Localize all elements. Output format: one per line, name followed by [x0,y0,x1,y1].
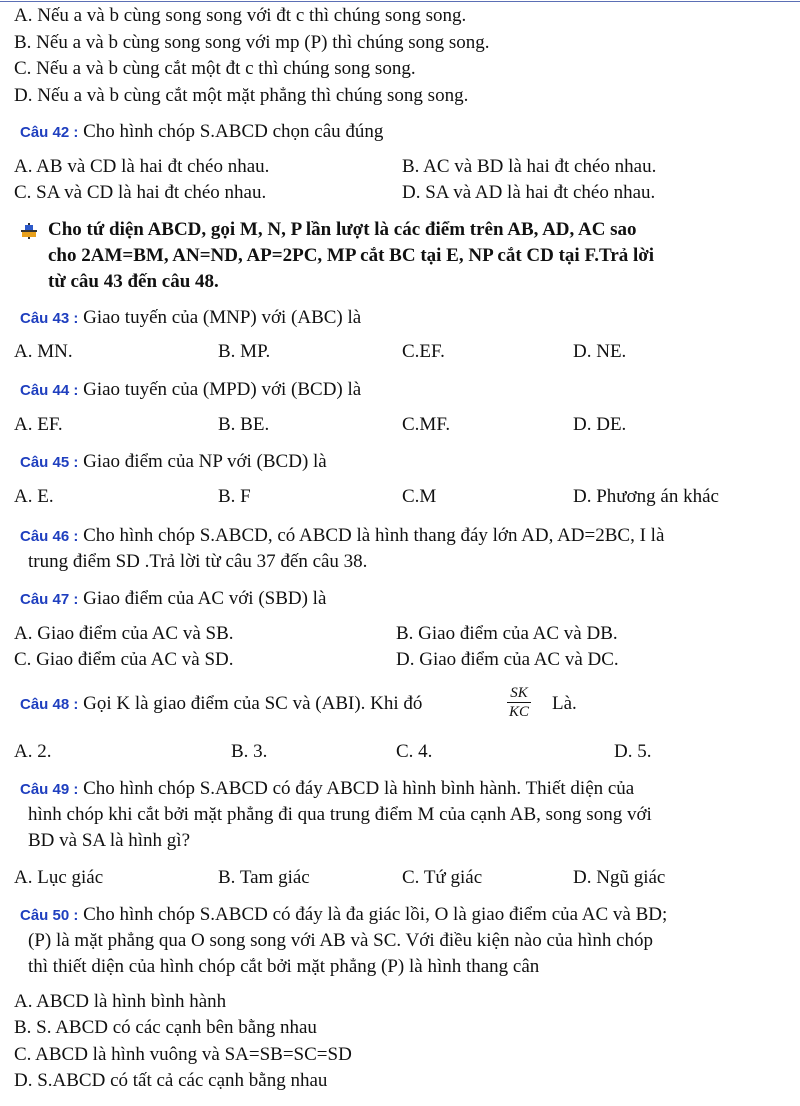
question-text: Cho hình chóp S.ABCD, có ABCD là hình thang đáy lớn AD, AD=2BC, I là [78,525,665,546]
q48-option-a: A. 2. [14,741,52,762]
q44-option-a: A. EF. [14,414,63,435]
q50-option-a: A. ABCD là hình bình hành [14,991,227,1012]
question-text: Giao điểm của NP với (BCD) là [78,451,327,472]
q45-option-b: B. F [218,486,251,507]
question-text: Cho hình chóp S.ABCD chọn câu đúng [78,121,384,142]
pin-bullet-icon [20,222,38,240]
q46-question-line-2: trung điểm SD .Trả lời từ câu 37 đến câu 38. [28,551,368,572]
q43-option-a: A. MN. [14,341,73,362]
q47-option-b: B. Giao điểm của AC và DB. [396,623,618,644]
q49-option-d: D. Ngũ giác [573,867,666,888]
question-label: Câu 48 : [20,696,79,713]
fraction-numerator: SK [507,684,531,703]
q47-question [20,587,326,612]
question-text: Cho hình chóp S.ABCD có đáy ABCD là hình bình hành. Thiết diện của [78,778,635,799]
q47-option-a: A. Giao điểm của AC và SB. [14,623,234,644]
intro-line-1: Cho tứ diện ABCD, gọi M, N, P lần lượt là các điểm trên AB, AD, AC sao [48,219,637,240]
q49-option-c: C. Tứ giác [402,867,483,888]
q44-option-c: C.MF. [402,414,451,435]
q44-question [20,378,361,403]
question-text: Giao tuyến của (MNP) với (ABC) là [78,307,362,328]
q42-option-a: A. AB và CD là hai đt chéo nhau. [14,156,270,177]
q50-question-line-2: (P) là mặt phẳng qua O song song với AB và SC. Với điều kiện nào của hình chóp [28,930,654,951]
question-text: Giao tuyến của (MPD) với (BCD) là [78,379,362,400]
q48-question [20,692,422,717]
fraction-denominator: KC [509,704,530,720]
q50-option-d: D. S.ABCD có tất cả các cạnh bằng nhau [14,1070,328,1091]
q43-option-d: D. NE. [573,341,627,362]
q47-option-c: C. Giao điểm của AC và SD. [14,649,234,670]
question-label: Câu 49 : [20,781,79,798]
intro-line-2: cho 2AM=BM, AN=ND, AP=2PC, MP cắt BC tại E, NP cắt CD tại F.Trả lời [48,245,655,266]
question-label: Câu 47 : [20,591,79,608]
q48-option-c: C. 4. [396,741,433,762]
q45-option-a: A. E. [14,486,54,507]
q43-option-c: C.EF. [402,341,445,362]
q41-option-a: A. Nếu a và b cùng song song với đt c thì chúng song song. [14,5,467,26]
q42-option-d: D. SA và AD là hai đt chéo nhau. [402,182,656,203]
q46-question-line-1 [20,524,664,549]
q48-option-b: B. 3. [231,741,268,762]
q41-option-c: C. Nếu a và b cùng cắt một đt c thì chúng song song. [14,58,416,79]
q49-option-b: B. Tam giác [218,867,310,888]
q49-question-line-3: BD và SA là hình gì? [28,830,191,851]
question-label: Câu 50 : [20,907,79,924]
q47-option-d: D. Giao điểm của AC và DC. [396,649,619,670]
q44-option-b: B. BE. [218,414,270,435]
q50-question-line-3: thì thiết diện của hình chóp cắt bởi mặt phẳng (P) là hình thang cân [28,956,540,977]
q41-option-d: D. Nếu a và b cùng cắt một mặt phẳng thì chúng song song. [14,85,469,106]
fraction-sk-kc [507,684,531,721]
q49-question-line-2: hình chóp khi cắt bởi mặt phẳng đi qua trung điểm M của cạnh AB, song song với [28,804,652,825]
top-border-line [0,1,800,2]
question-label: Câu 42 : [20,124,79,141]
intro-line-3: từ câu 43 đến câu 48. [48,271,219,292]
q45-question [20,450,327,475]
q49-question-line-1 [20,777,634,802]
q43-question [20,306,361,331]
q50-question-line-1 [20,903,667,928]
question-text: Giao điểm của AC với (SBD) là [78,588,327,609]
q42-question [20,120,383,145]
question-label: Câu 44 : [20,382,79,399]
question-label: Câu 46 : [20,528,79,545]
q42-option-b: B. AC và BD là hai đt chéo nhau. [402,156,657,177]
q48-after-text: Là. [552,693,577,714]
question-text: Cho hình chóp S.ABCD có đáy là đa giác lồi, O là giao điểm của AC và BD; [78,904,668,925]
question-label: Câu 45 : [20,454,79,471]
q45-option-c: C.M [402,486,437,507]
q50-option-c: C. ABCD là hình vuông và SA=SB=SC=SD [14,1044,352,1065]
question-text: Gọi K là giao điểm của SC và (ABI). Khi đó [78,693,423,714]
q44-option-d: D. DE. [573,414,627,435]
q50-option-b: B. S. ABCD có các cạnh bên bằng nhau [14,1017,317,1038]
q43-option-b: B. MP. [218,341,271,362]
q49-option-a: A. Lục giác [14,867,104,888]
q45-option-d: D. Phương án khác [573,486,719,507]
q48-option-d: D. 5. [614,741,652,762]
q41-option-b: B. Nếu a và b cùng song song với mp (P) thì chúng song song. [14,32,490,53]
question-label: Câu 43 : [20,310,79,327]
q42-option-c: C. SA và CD là hai đt chéo nhau. [14,182,267,203]
